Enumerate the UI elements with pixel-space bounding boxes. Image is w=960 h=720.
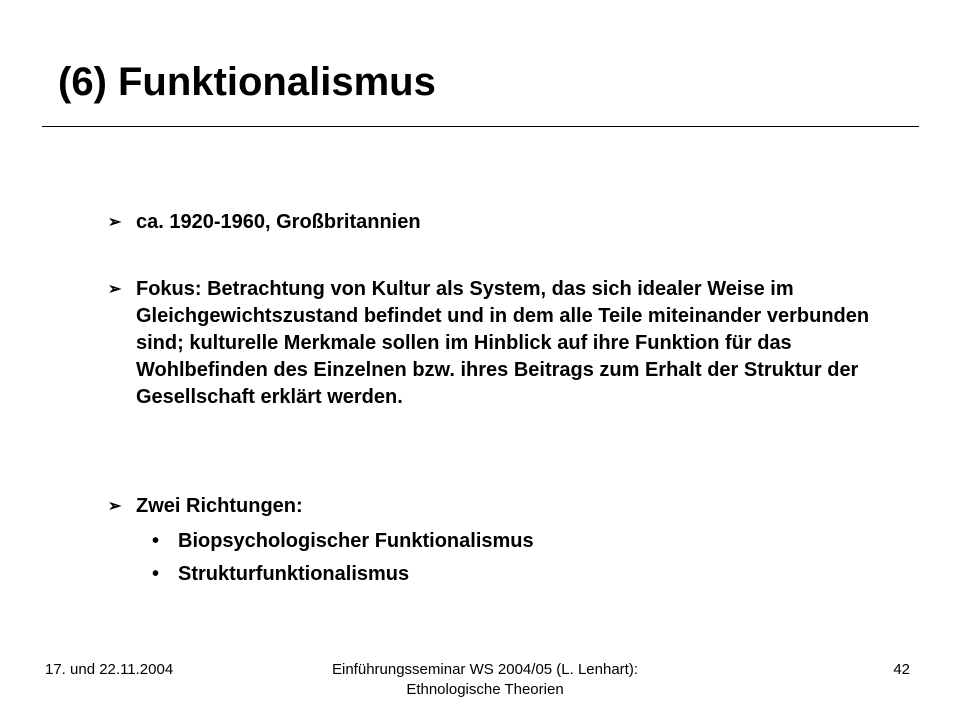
sub-bullet-text: Strukturfunktionalismus (178, 563, 410, 585)
bullet-item-focus (108, 276, 908, 411)
sub-bullet-item (152, 528, 852, 555)
arrow-bullet-icon: ➢ (108, 281, 122, 298)
bullet-item-period (108, 209, 908, 236)
arrow-bullet-icon: ➢ (108, 498, 122, 515)
footer-course-info (250, 660, 720, 700)
sub-bullet-text: Biopsychologischer Funktionalismus (178, 530, 534, 552)
bullet-text: Fokus: Betrachtung von Kultur als System, das sich idealer Weise im Gleichgewichtszustand befindet und in dem alle Teile miteinander verbunden sind; kulturelle Merkmale sollen im Hinblick auf ihre Funktion für das Wohlbefinden des Einzelnen bzw. ihres Beitrags zum Erhalt der Struktur der Gesellschaft erklärt werden. (136, 278, 870, 408)
sub-bullet-item (152, 561, 852, 588)
title-divider (42, 126, 919, 127)
footer-course-line-2: Ethnologische Theorien (406, 681, 564, 698)
dot-bullet-icon: • (152, 530, 160, 552)
footer-date: 17. und 22.11.2004 (45, 661, 174, 678)
bullet-item-directions (108, 493, 908, 520)
slide-title: (6) Funktionalismus (58, 60, 436, 104)
bullet-text: Zwei Richtungen: (136, 495, 303, 517)
bullet-text: ca. 1920-1960, Großbritannien (136, 211, 421, 233)
footer-course-line-1: Einführungsseminar WS 2004/05 (L. Lenhart): (332, 661, 638, 678)
arrow-bullet-icon: ➢ (108, 214, 122, 231)
footer-page-number: 42 (893, 661, 910, 678)
dot-bullet-icon: • (152, 563, 160, 585)
